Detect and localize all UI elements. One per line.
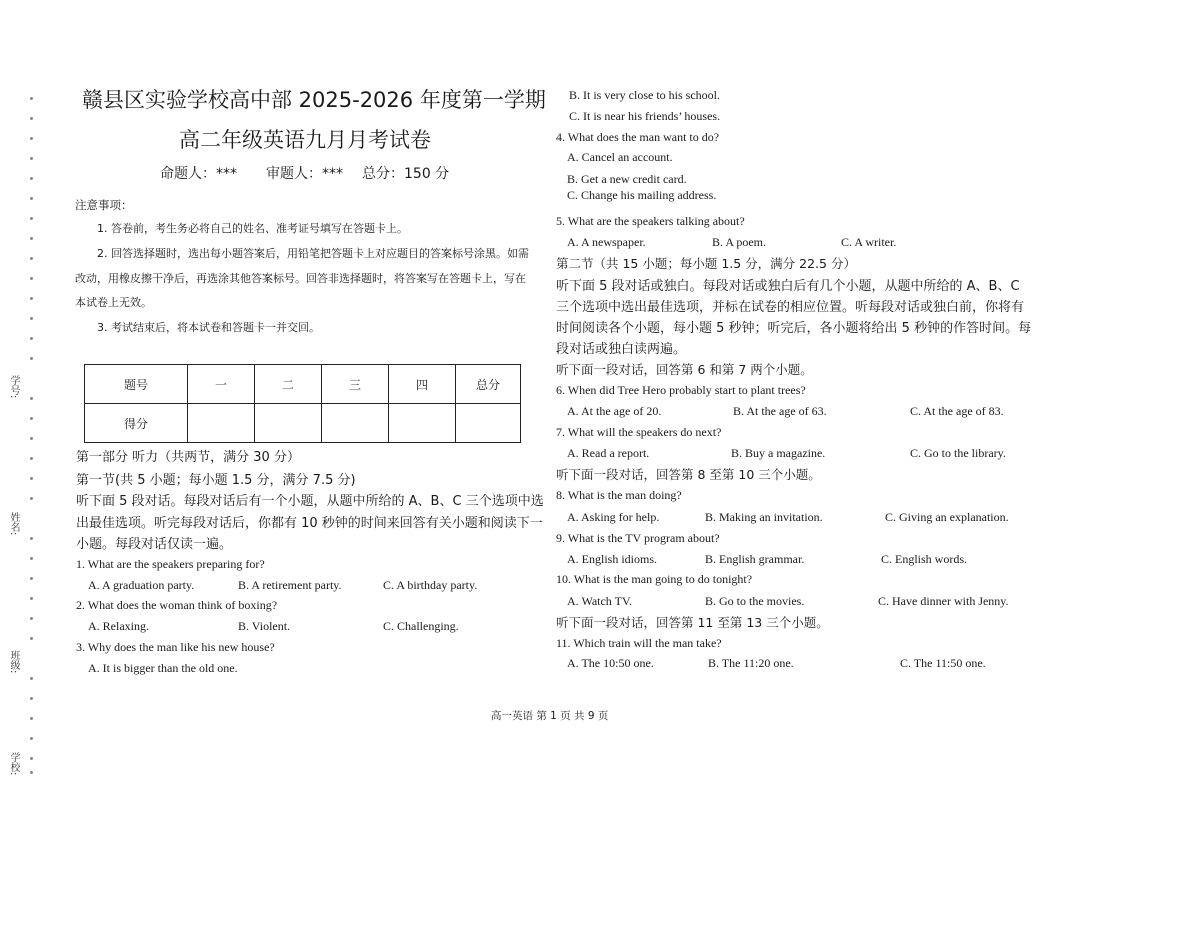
question-2: 2. What does the woman think of boxing? bbox=[76, 598, 278, 612]
margin-dot bbox=[30, 197, 33, 200]
score-table-header: 三 bbox=[322, 365, 389, 404]
score-cell bbox=[188, 404, 255, 443]
section-2-instruction-line4: 段对话或独白读两遍。 bbox=[556, 342, 687, 357]
exam-title-line1: 赣县区实验学校高中部 2025-2026 年度第一学期 bbox=[82, 88, 546, 112]
section-1-instruction-line1: 听下面 5 段对话。每段对话后有一个小题，从题中所给的 A、B、C 三个选项中选 bbox=[76, 494, 544, 509]
margin-dot bbox=[30, 117, 33, 120]
score-table-header: 二 bbox=[255, 365, 322, 404]
score-cell bbox=[389, 404, 456, 443]
question-11-option-b: B. The 11:20 one. bbox=[708, 656, 794, 670]
score-cell bbox=[456, 404, 521, 443]
question-2-option-a: A. Relaxing. bbox=[88, 619, 149, 633]
question-6-option-b: B. At the age of 63. bbox=[733, 404, 827, 418]
score-table bbox=[84, 364, 521, 443]
part-1-heading: 第一部分 听力（共两节，满分 30 分） bbox=[76, 450, 300, 465]
exam-title-line2: 高二年级英语九月月考试卷 bbox=[179, 128, 431, 152]
question-4-option-c: C. Change his mailing address. bbox=[567, 188, 717, 202]
margin-dot bbox=[30, 597, 33, 600]
question-1-option-a: A. A graduation party. bbox=[88, 578, 195, 592]
margin-label-class: 班级: bbox=[8, 650, 19, 674]
question-10: 10. What is the man going to do tonight? bbox=[556, 572, 753, 586]
question-7-option-a: A. Read a report. bbox=[567, 446, 650, 460]
score-table-score-row bbox=[85, 404, 521, 443]
notes-item-3: 3. 考试结束后，将本试卷和答题卡一并交回。 bbox=[97, 321, 320, 334]
margin-dot bbox=[30, 477, 33, 480]
question-1: 1. What are the speakers preparing for? bbox=[76, 557, 265, 571]
question-4-option-b: B. Get a new credit card. bbox=[567, 172, 687, 186]
question-9-option-b: B. English grammar. bbox=[705, 552, 805, 566]
question-2-option-b: B. Violent. bbox=[238, 619, 291, 633]
margin-dot bbox=[30, 297, 33, 300]
notes-item-2-line2: 改动，用橡皮擦干净后，再选涂其他答案标号。回答非选择题时，将答案写在答题卡上，写在 bbox=[75, 272, 526, 285]
question-10-option-a: A. Watch TV. bbox=[567, 594, 633, 608]
question-7-option-c: C. Go to the library. bbox=[910, 446, 1006, 460]
question-6-option-a: A. At the age of 20. bbox=[567, 404, 662, 418]
score-cell bbox=[322, 404, 389, 443]
question-5-option-b: B. A poem. bbox=[712, 235, 767, 249]
margin-dot bbox=[30, 457, 33, 460]
notes-item-2-line3: 本试卷上无效。 bbox=[75, 296, 152, 309]
question-6: 6. When did Tree Hero probably start to plant trees? bbox=[556, 383, 806, 397]
section-2-instruction-line1: 听下面 5 段对话或独白。每段对话或独白后有几个小题，从题中所给的 A、B、C bbox=[556, 279, 1020, 294]
margin-dot bbox=[30, 97, 33, 100]
question-7-option-b: B. Buy a magazine. bbox=[731, 446, 826, 460]
question-5-option-c: C. A writer. bbox=[841, 235, 897, 249]
page-footer: 高一英语 第 1 页 共 9 页 bbox=[491, 710, 609, 722]
section-2-instruction-line3: 时间阅读各个小题，每小题 5 秒钟；听完后，各小题将给出 5 秒钟的作答时间。每 bbox=[556, 321, 1032, 336]
margin-dot bbox=[30, 771, 33, 774]
margin-dot bbox=[30, 717, 33, 720]
margin-dot bbox=[30, 557, 33, 560]
margin-dot bbox=[30, 697, 33, 700]
question-11-option-c: C. The 11:50 one. bbox=[900, 656, 986, 670]
margin-label-school: 学校: bbox=[8, 752, 19, 776]
margin-dot bbox=[30, 617, 33, 620]
score-table-header: 题号 bbox=[85, 365, 188, 404]
section-2-instruction-line2: 三个选项中选出最佳选项，并标在试卷的相应位置。听每段对话或独白前，你将有 bbox=[556, 300, 1025, 315]
score-table-header: 一 bbox=[188, 365, 255, 404]
question-1-option-c: C. A birthday party. bbox=[383, 578, 478, 592]
margin-dot bbox=[30, 357, 33, 360]
score-table-header: 四 bbox=[389, 365, 456, 404]
margin-dot bbox=[30, 257, 33, 260]
question-6-option-c: C. At the age of 83. bbox=[910, 404, 1004, 418]
question-4-option-a: A. Cancel an account. bbox=[567, 150, 673, 164]
margin-dot bbox=[30, 277, 33, 280]
score-table-row-label: 得分 bbox=[85, 404, 188, 443]
section-1-heading: 第一节(共 5 小题；每小题 1.5 分，满分 7.5 分) bbox=[76, 473, 356, 488]
dialogue-6-7-heading: 听下面一段对话，回答第 6 和第 7 两个小题。 bbox=[556, 362, 813, 377]
margin-dot bbox=[30, 337, 33, 340]
question-11: 11. Which train will the man take? bbox=[556, 636, 722, 650]
question-3-option-c: C. It is near his friends’ houses. bbox=[569, 109, 721, 123]
question-2-option-c: C. Challenging. bbox=[383, 619, 459, 633]
notes-item-1: 1. 答卷前，考生务必将自己的姓名、准考证号填写在答题卡上。 bbox=[97, 222, 408, 235]
margin-dot bbox=[30, 537, 33, 540]
score-table-header: 总分 bbox=[456, 365, 521, 404]
exam-total-score: 总分：150 分 bbox=[362, 166, 450, 182]
margin-dot bbox=[30, 177, 33, 180]
exam-author: 命题人：*** bbox=[160, 166, 237, 182]
question-9: 9. What is the TV program about? bbox=[556, 531, 720, 545]
question-8-option-b: B. Making an invitation. bbox=[705, 510, 823, 524]
dialogue-11-13-heading: 听下面一段对话，回答第 11 至第 13 三个小题。 bbox=[556, 615, 829, 630]
question-5: 5. What are the speakers talking about? bbox=[556, 214, 745, 228]
score-table-header-row bbox=[85, 365, 521, 404]
question-9-option-a: A. English idioms. bbox=[567, 552, 658, 566]
margin-dot bbox=[30, 217, 33, 220]
question-5-option-a: A. A newspaper. bbox=[567, 235, 646, 249]
margin-dot bbox=[30, 577, 33, 580]
margin-dot bbox=[30, 437, 33, 440]
question-4: 4. What does the man want to do? bbox=[556, 130, 720, 144]
notes-item-2-line1: 2. 回答选择题时，选出每小题答案后，用铅笔把答题卡上对应题目的答案标号涂黑。如需 bbox=[97, 247, 529, 260]
margin-label-student-id: 学号: bbox=[8, 375, 19, 399]
question-8-option-a: A. Asking for help. bbox=[567, 510, 660, 524]
question-7: 7. What will the speakers do next? bbox=[556, 425, 722, 439]
section-1-instruction-line3: 小题。每段对话仅读一遍。 bbox=[76, 537, 233, 552]
exam-reviewer: 审题人：*** bbox=[266, 166, 343, 182]
question-1-option-b: B. A retirement party. bbox=[238, 578, 342, 592]
question-8: 8. What is the man doing? bbox=[556, 488, 682, 502]
score-cell bbox=[255, 404, 322, 443]
margin-dot bbox=[30, 157, 33, 160]
margin-dot bbox=[30, 637, 33, 640]
question-9-option-c: C. English words. bbox=[881, 552, 968, 566]
margin-dot bbox=[30, 417, 33, 420]
margin-dot bbox=[30, 677, 33, 680]
margin-label-name: 姓名: bbox=[8, 512, 19, 536]
margin-dot bbox=[30, 397, 33, 400]
notes-heading: 注意事项： bbox=[75, 198, 133, 212]
question-3-option-b: B. It is very close to his school. bbox=[569, 88, 720, 102]
question-8-option-c: C. Giving an explanation. bbox=[885, 510, 1009, 524]
question-3: 3. Why does the man like his new house? bbox=[76, 640, 275, 654]
section-2-heading: 第二节（共 15 小题；每小题 1.5 分，满分 22.5 分） bbox=[556, 256, 856, 271]
margin-dot bbox=[30, 757, 33, 760]
question-11-option-a: A. The 10:50 one. bbox=[567, 656, 654, 670]
margin-dot bbox=[30, 137, 33, 140]
dialogue-8-10-heading: 听下面一段对话，回答第 8 至第 10 三个小题。 bbox=[556, 467, 821, 482]
question-10-option-c: C. Have dinner with Jenny. bbox=[878, 594, 1009, 608]
margin-dot bbox=[30, 317, 33, 320]
question-3-option-a: A. It is bigger than the old one. bbox=[88, 661, 238, 675]
margin-dot bbox=[30, 497, 33, 500]
question-10-option-b: B. Go to the movies. bbox=[705, 594, 805, 608]
margin-dot bbox=[30, 237, 33, 240]
section-1-instruction-line2: 出最佳选项。听完每段对话后，你都有 10 秒钟的时间来回答有关小题和阅读下一 bbox=[76, 516, 543, 531]
margin-dot bbox=[30, 737, 33, 740]
